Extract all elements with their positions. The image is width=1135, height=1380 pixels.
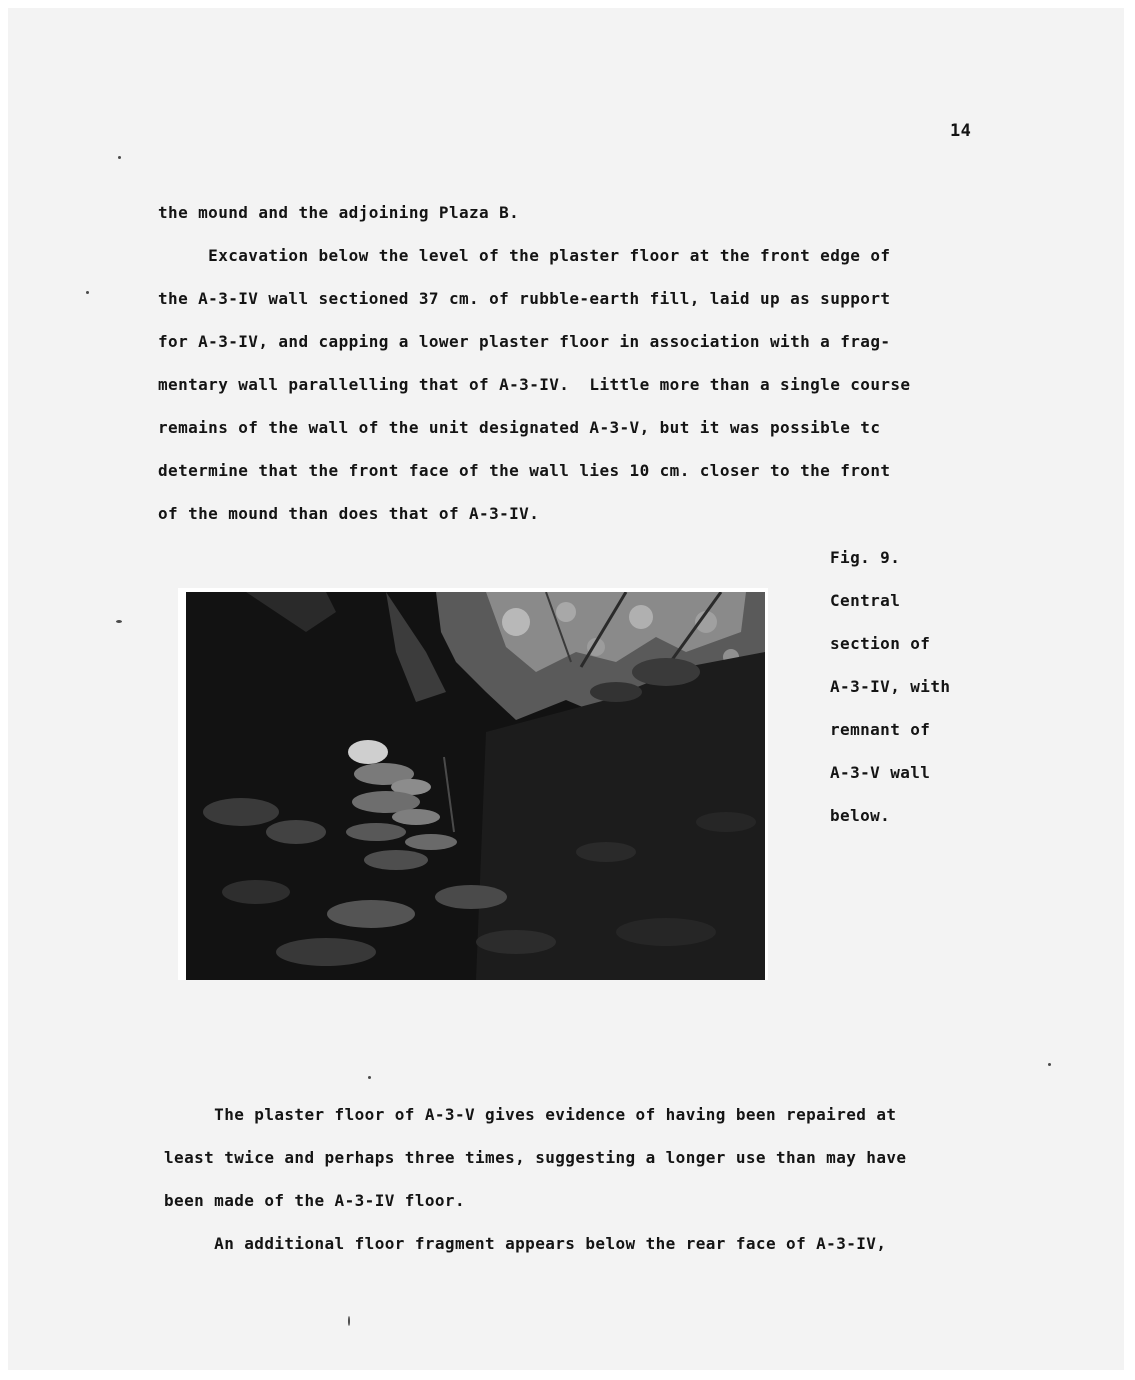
figure-caption-line: Central — [830, 591, 901, 610]
excavation-photo-image — [186, 592, 765, 980]
text-line: Excavation below the level of the plaster floor at the front edge of — [158, 246, 891, 265]
text-line: mentary wall parallelling that of A-3-IV. Little more than a single course — [158, 375, 911, 394]
page-number: 14 — [950, 121, 972, 141]
scan-speck — [348, 1316, 350, 1326]
figure-caption-line: below. — [830, 806, 891, 825]
text-line: been made of the A-3-IV floor. — [164, 1191, 465, 1210]
document-page — [8, 8, 1124, 1370]
scan-speck — [86, 291, 89, 294]
figure-caption-line: section of — [830, 634, 931, 653]
text-line: determine that the front face of the wall lies 10 cm. closer to the front — [158, 461, 891, 480]
scan-speck — [118, 156, 121, 159]
text-line: the mound and the adjoining Plaza B. — [158, 203, 520, 222]
text-line: An additional floor fragment appears below the rear face of A-3-IV, — [164, 1234, 887, 1253]
text-line: the A-3-IV wall sectioned 37 cm. of rubble-earth fill, laid up as support — [158, 289, 891, 308]
figure-caption-line: A-3-V wall — [830, 763, 931, 782]
text-line: The plaster floor of A-3-V gives evidence of having been repaired at — [164, 1105, 897, 1124]
text-line: of the mound than does that of A-3-IV. — [158, 504, 540, 523]
text-line: least twice and perhaps three times, suggesting a longer use than may have — [164, 1148, 907, 1167]
figure-photograph — [178, 588, 768, 980]
text-line: remains of the wall of the unit designated A-3-V, but it was possible tc — [158, 418, 881, 437]
scan-speck — [1048, 1063, 1051, 1066]
scan-speck — [368, 1076, 371, 1079]
figure-caption-line: Fig. 9. — [830, 548, 901, 567]
scan-speck — [116, 620, 122, 623]
figure-caption-line: remnant of — [830, 720, 931, 739]
text-line: for A-3-IV, and capping a lower plaster floor in association with a frag- — [158, 332, 891, 351]
figure-caption-line: A-3-IV, with — [830, 677, 951, 696]
